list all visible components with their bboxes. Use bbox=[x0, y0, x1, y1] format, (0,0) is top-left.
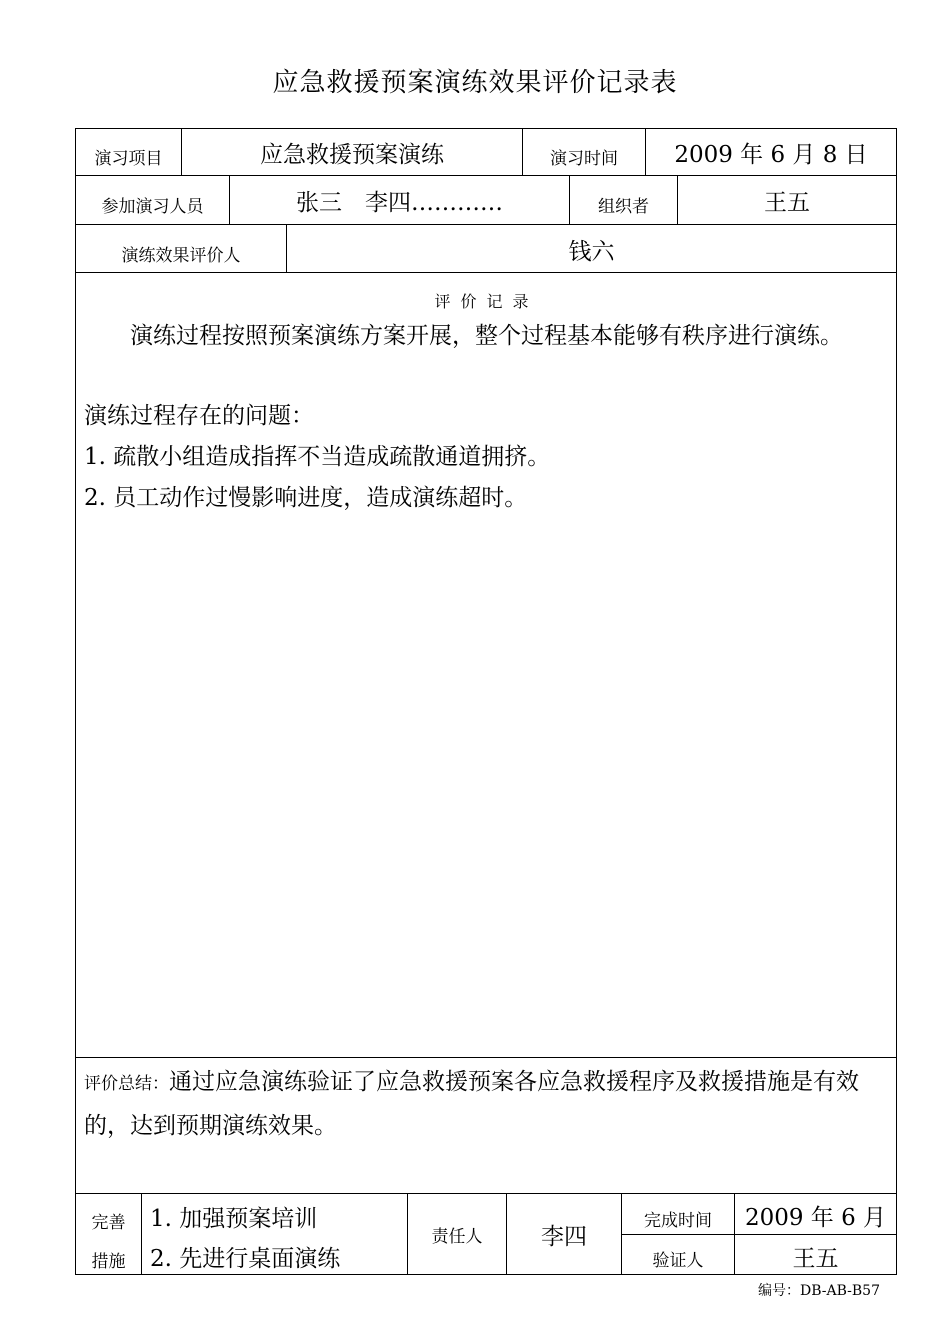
measures-label-1: 完善 bbox=[91, 1212, 126, 1233]
verifier-label: 验证人 bbox=[652, 1250, 704, 1271]
measures-label-2: 措施 bbox=[91, 1251, 126, 1272]
record-line: 2. 员工动作过慢影响进度，造成演练超时。 bbox=[84, 485, 528, 511]
table-border-top bbox=[75, 128, 897, 129]
evaluator-label: 演练效果评价人 bbox=[121, 245, 241, 266]
row-divider bbox=[75, 175, 897, 176]
time-value: 2009 年 6 月 8 日 bbox=[674, 142, 868, 168]
record-line: 1. 疏散小组造成指挥不当造成疏散通道拥挤。 bbox=[84, 444, 551, 470]
complete-time-value: 2009 年 6 月 bbox=[744, 1204, 887, 1231]
evaluator-value: 钱六 bbox=[568, 238, 615, 265]
record-line: 演练过程存在的问题： bbox=[84, 403, 314, 429]
participants-label: 参加演习人员 bbox=[101, 196, 204, 217]
organizer-label: 组织者 bbox=[598, 196, 649, 217]
row-divider bbox=[75, 1057, 897, 1058]
table-border-left bbox=[75, 128, 76, 1275]
table-border-right bbox=[896, 128, 897, 1275]
summary-label: 评价总结： bbox=[84, 1074, 169, 1094]
measure-item: 2. 先进行桌面演练 bbox=[150, 1245, 341, 1272]
project-label: 演习项目 bbox=[94, 148, 163, 169]
participants-value: 张三 李四………… bbox=[296, 190, 503, 216]
summary-text: 通过应急演练验证了应急救援预案各应急救援程序及救援措施是有效的，达到预期演练效果。 bbox=[84, 1069, 859, 1139]
project-value: 应急救援预案演练 bbox=[260, 142, 444, 168]
record-heading: 评价记录 bbox=[434, 292, 539, 311]
record-line: 演练过程按照预案演练方案开展，整个过程基本能够有秩序进行演练。 bbox=[84, 323, 843, 349]
evaluation-summary bbox=[84, 1061, 890, 1147]
verifier-value: 王五 bbox=[792, 1245, 839, 1272]
col-divider bbox=[141, 1193, 142, 1275]
form-title: 应急救援预案演练效果评价记录表 bbox=[272, 68, 678, 98]
row-divider bbox=[75, 224, 897, 225]
responsible-value: 李四 bbox=[541, 1223, 587, 1250]
measure-item: 1. 加强预案培训 bbox=[150, 1205, 318, 1232]
responsible-label: 责任人 bbox=[431, 1226, 483, 1247]
complete-time-label: 完成时间 bbox=[644, 1210, 712, 1231]
organizer-value: 王五 bbox=[764, 190, 810, 216]
time-label: 演习时间 bbox=[550, 148, 618, 169]
document-number: 编号：DB-AB-B57 bbox=[758, 1283, 880, 1299]
